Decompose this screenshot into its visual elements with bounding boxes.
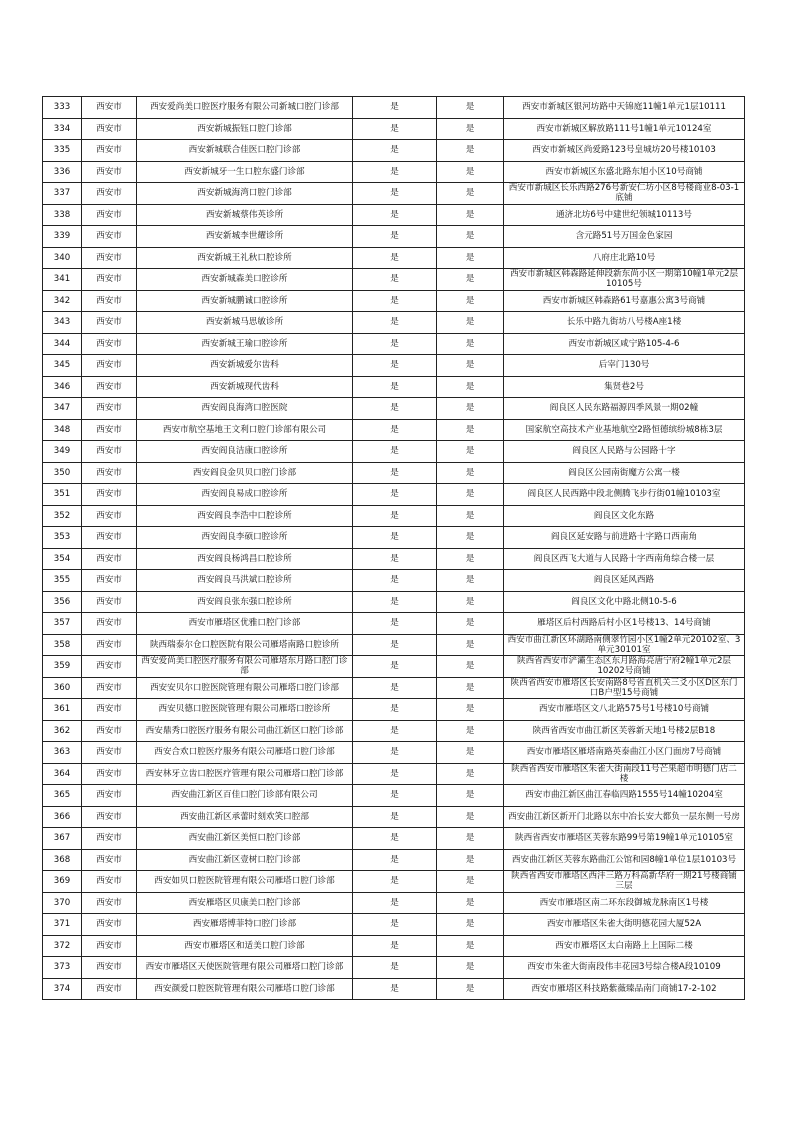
status-a-cell: 是 [353, 763, 437, 785]
city-cell: 西安市 [82, 484, 137, 506]
address-cell: 阎良区文化东路 [504, 505, 745, 527]
status-a-cell: 是 [353, 355, 437, 377]
row-number: 352 [43, 505, 82, 527]
address-cell: 西安市朱雀大街南段伟丰花园3号综合楼A段10109 [504, 957, 745, 979]
status-a-cell: 是 [353, 118, 437, 140]
status-b-cell: 是 [437, 505, 504, 527]
table-row [43, 441, 745, 463]
clinic-name-cell: 西安新城蔡伟英诊所 [137, 204, 353, 226]
clinic-name-cell: 西安新城王礼秋口腔诊所 [137, 247, 353, 269]
status-a-cell: 是 [353, 828, 437, 850]
status-a-cell: 是 [353, 677, 437, 699]
row-number: 368 [43, 849, 82, 871]
status-b-cell: 是 [437, 699, 504, 721]
row-number: 372 [43, 935, 82, 957]
status-a-cell: 是 [353, 376, 437, 398]
row-number: 333 [43, 97, 82, 119]
status-a-cell: 是 [353, 161, 437, 183]
clinic-name-cell: 西安阎良易成口腔诊所 [137, 484, 353, 506]
status-b-cell: 是 [437, 183, 504, 205]
row-number: 367 [43, 828, 82, 850]
row-number: 348 [43, 419, 82, 441]
city-cell: 西安市 [82, 419, 137, 441]
address-cell: 西安市雁塔区文八北路575号1号楼10号商铺 [504, 699, 745, 721]
address-cell: 西安市新城区咸宁路105-4-6 [504, 333, 745, 355]
address-cell: 陕西省西安市曲江新区芙蓉新天地1号楼2层B18 [504, 720, 745, 742]
row-number: 340 [43, 247, 82, 269]
city-cell: 西安市 [82, 161, 137, 183]
row-number: 341 [43, 269, 82, 291]
address-cell: 阎良区延风西路 [504, 570, 745, 592]
status-b-cell: 是 [437, 441, 504, 463]
address-cell: 西安市曲江新区环湖路南侧翠竹园小区1幢2单元20102室、3单元30101室 [504, 634, 745, 656]
clinic-name-cell: 西安阎良李硕口腔诊所 [137, 527, 353, 549]
status-b-cell: 是 [437, 312, 504, 334]
row-number: 358 [43, 634, 82, 656]
status-b-cell: 是 [437, 677, 504, 699]
clinic-name-cell: 西安阎良杨鸿昌口腔诊所 [137, 548, 353, 570]
address-cell: 国家航空高技术产业基地航空2路恒德缤纷城8栋3层 [504, 419, 745, 441]
city-cell: 西安市 [82, 118, 137, 140]
status-b-cell: 是 [437, 484, 504, 506]
table-row [43, 398, 745, 420]
table-row [43, 527, 745, 549]
city-cell: 西安市 [82, 548, 137, 570]
clinic-name-cell: 西安曲江新区百佳口腔门诊部有限公司 [137, 785, 353, 807]
table-row [43, 505, 745, 527]
clinic-name-cell: 西安新城森美口腔诊所 [137, 269, 353, 291]
city-cell: 西安市 [82, 785, 137, 807]
clinic-name-cell: 西安安贝尔口腔医院管理有限公司雁塔口腔门诊部 [137, 677, 353, 699]
address-cell: 阎良区人民西路中段北侧腾飞步行街01幢10103室 [504, 484, 745, 506]
table-row [43, 591, 745, 613]
table-row [43, 376, 745, 398]
table-row [43, 849, 745, 871]
status-a-cell: 是 [353, 312, 437, 334]
address-cell: 雁塔区后村西路后村小区1号楼13、14号商铺 [504, 613, 745, 635]
status-a-cell: 是 [353, 462, 437, 484]
address-cell: 阎良区公园南街魔方公寓一楼 [504, 462, 745, 484]
row-number: 342 [43, 290, 82, 312]
status-a-cell: 是 [353, 527, 437, 549]
status-a-cell: 是 [353, 806, 437, 828]
status-b-cell: 是 [437, 376, 504, 398]
clinic-name-cell: 西安曲江新区承蕾时刻欢笑口腔部 [137, 806, 353, 828]
table-row [43, 570, 745, 592]
table-row [43, 269, 745, 291]
city-cell: 西安市 [82, 849, 137, 871]
clinic-name-cell: 西安曲江新区美恒口腔门诊部 [137, 828, 353, 850]
status-b-cell: 是 [437, 935, 504, 957]
table-row [43, 548, 745, 570]
table-row [43, 677, 745, 699]
table-row [43, 118, 745, 140]
clinic-name-cell: 西安鼎秀口腔医疗服务有限公司曲江新区口腔门诊部 [137, 720, 353, 742]
city-cell: 西安市 [82, 376, 137, 398]
address-cell: 阎良区延安路与前进路十字路口西南角 [504, 527, 745, 549]
status-b-cell: 是 [437, 871, 504, 893]
clinic-name-cell: 西安爱尚美口腔医疗服务有限公司雁塔东月路口腔门诊部 [137, 656, 353, 678]
city-cell: 西安市 [82, 355, 137, 377]
table-row [43, 462, 745, 484]
clinic-name-cell: 西安新城海湾口腔门诊部 [137, 183, 353, 205]
row-number: 334 [43, 118, 82, 140]
address-cell: 阎良区西飞大道与人民路十字西南角综合楼一层 [504, 548, 745, 570]
table-row [43, 333, 745, 355]
row-number: 362 [43, 720, 82, 742]
city-cell: 西安市 [82, 978, 137, 1000]
status-b-cell: 是 [437, 419, 504, 441]
status-b-cell: 是 [437, 548, 504, 570]
status-b-cell: 是 [437, 355, 504, 377]
address-cell: 西安曲江新区新开门北路以东中冶长安大都负一层东侧一号房 [504, 806, 745, 828]
city-cell: 西安市 [82, 914, 137, 936]
city-cell: 西安市 [82, 140, 137, 162]
city-cell: 西安市 [82, 591, 137, 613]
clinic-name-cell: 西安曲江新区壹树口腔门诊部 [137, 849, 353, 871]
status-b-cell: 是 [437, 785, 504, 807]
address-cell: 陕西省西安市浐灞生态区东月路海亮唐宁府2幢1单元2层10202号商铺 [504, 656, 745, 678]
row-number: 373 [43, 957, 82, 979]
city-cell: 西安市 [82, 398, 137, 420]
status-b-cell: 是 [437, 978, 504, 1000]
city-cell: 西安市 [82, 226, 137, 248]
status-a-cell: 是 [353, 720, 437, 742]
city-cell: 西安市 [82, 613, 137, 635]
address-cell: 八府庄北路10号 [504, 247, 745, 269]
clinic-name-cell: 西安阎良海湾口腔医院 [137, 398, 353, 420]
city-cell: 西安市 [82, 763, 137, 785]
clinic-name-cell: 西安市航空基地王文利口腔门诊部有限公司 [137, 419, 353, 441]
row-number: 343 [43, 312, 82, 334]
address-cell: 西安市雁塔区太白南路上上国际二楼 [504, 935, 745, 957]
status-b-cell: 是 [437, 763, 504, 785]
status-b-cell: 是 [437, 247, 504, 269]
status-a-cell: 是 [353, 849, 437, 871]
table-row [43, 871, 745, 893]
city-cell: 西安市 [82, 742, 137, 764]
clinic-name-cell: 西安新城爱尔齿科 [137, 355, 353, 377]
status-a-cell: 是 [353, 699, 437, 721]
row-number: 349 [43, 441, 82, 463]
address-cell: 西安市雁塔区雁塔南路英泰曲江小区门面房7号商铺 [504, 742, 745, 764]
city-cell: 西安市 [82, 806, 137, 828]
row-number: 336 [43, 161, 82, 183]
status-a-cell: 是 [353, 978, 437, 1000]
status-a-cell: 是 [353, 226, 437, 248]
address-cell: 阎良区文化中路北侧10-5-6 [504, 591, 745, 613]
row-number: 374 [43, 978, 82, 1000]
clinic-name-cell: 西安雁塔区贝康美口腔门诊部 [137, 892, 353, 914]
status-b-cell: 是 [437, 806, 504, 828]
status-a-cell: 是 [353, 484, 437, 506]
clinic-name-cell: 西安新城现代齿科 [137, 376, 353, 398]
row-number: 359 [43, 656, 82, 678]
status-b-cell: 是 [437, 269, 504, 291]
status-a-cell: 是 [353, 785, 437, 807]
row-number: 350 [43, 462, 82, 484]
table-row [43, 484, 745, 506]
row-number: 354 [43, 548, 82, 570]
row-number: 371 [43, 914, 82, 936]
table-row [43, 656, 745, 678]
row-number: 365 [43, 785, 82, 807]
row-number: 345 [43, 355, 82, 377]
table-row [43, 763, 745, 785]
table-row [43, 419, 745, 441]
address-cell: 西安市新城区韩森路61号嘉惠公寓3号商铺 [504, 290, 745, 312]
city-cell: 西安市 [82, 677, 137, 699]
address-cell: 西安市雁塔区南二环东段御城龙脉南区1号楼 [504, 892, 745, 914]
status-a-cell: 是 [353, 269, 437, 291]
status-a-cell: 是 [353, 290, 437, 312]
table-row [43, 613, 745, 635]
address-cell: 西安市雁塔区朱雀大街明德花园大厦52A [504, 914, 745, 936]
clinic-name-cell: 陕西瑞泰尔仓口腔医院有限公司雁塔南路口腔诊所 [137, 634, 353, 656]
status-b-cell: 是 [437, 849, 504, 871]
status-b-cell: 是 [437, 914, 504, 936]
clinic-name-cell: 西安新城鹏诚口腔诊所 [137, 290, 353, 312]
status-a-cell: 是 [353, 505, 437, 527]
row-number: 360 [43, 677, 82, 699]
row-number: 370 [43, 892, 82, 914]
table-row [43, 828, 745, 850]
city-cell: 西安市 [82, 699, 137, 721]
status-a-cell: 是 [353, 548, 437, 570]
clinic-table-body [43, 97, 745, 1000]
table-row [43, 914, 745, 936]
status-b-cell: 是 [437, 161, 504, 183]
status-a-cell: 是 [353, 892, 437, 914]
address-cell: 陕西省西安市雁塔区长安南路8号省直机关三爻小区D区东门口B户型15号商铺 [504, 677, 745, 699]
city-cell: 西安市 [82, 290, 137, 312]
status-a-cell: 是 [353, 591, 437, 613]
row-number: 338 [43, 204, 82, 226]
row-number: 339 [43, 226, 82, 248]
clinic-name-cell: 西安新城振钰口腔门诊部 [137, 118, 353, 140]
row-number: 355 [43, 570, 82, 592]
clinic-name-cell: 西安市雁塔区和适美口腔门诊部 [137, 935, 353, 957]
row-number: 363 [43, 742, 82, 764]
city-cell: 西安市 [82, 97, 137, 119]
address-cell: 西安市曲江新区曲江春临四路1555号14幢10204室 [504, 785, 745, 807]
status-a-cell: 是 [353, 398, 437, 420]
city-cell: 西安市 [82, 570, 137, 592]
table-row [43, 742, 745, 764]
clinic-name-cell: 西安新城王瑜口腔诊所 [137, 333, 353, 355]
status-b-cell: 是 [437, 118, 504, 140]
status-a-cell: 是 [353, 140, 437, 162]
status-b-cell: 是 [437, 634, 504, 656]
city-cell: 西安市 [82, 204, 137, 226]
table-row [43, 720, 745, 742]
clinic-name-cell: 西安阎良洁康口腔诊所 [137, 441, 353, 463]
status-b-cell: 是 [437, 398, 504, 420]
address-cell: 通济北坊6号中建世纪领城10113号 [504, 204, 745, 226]
row-number: 353 [43, 527, 82, 549]
status-a-cell: 是 [353, 871, 437, 893]
clinic-name-cell: 西安爱尚美口腔医疗服务有限公司新城口腔门诊部 [137, 97, 353, 119]
table-row [43, 204, 745, 226]
clinic-table [42, 96, 745, 1000]
status-b-cell: 是 [437, 720, 504, 742]
status-a-cell: 是 [353, 742, 437, 764]
row-number: 361 [43, 699, 82, 721]
table-row [43, 312, 745, 334]
status-a-cell: 是 [353, 634, 437, 656]
table-row [43, 97, 745, 119]
row-number: 369 [43, 871, 82, 893]
city-cell: 西安市 [82, 505, 137, 527]
clinic-name-cell: 西安贝德口腔医院管理有限公司雁塔口腔诊所 [137, 699, 353, 721]
address-cell: 西安市新城区尚爱路123号皇城坊20号楼10103 [504, 140, 745, 162]
table-row [43, 140, 745, 162]
row-number: 357 [43, 613, 82, 635]
address-cell: 西安市新城区东盛北路东旭小区10号商铺 [504, 161, 745, 183]
row-number: 346 [43, 376, 82, 398]
status-b-cell: 是 [437, 290, 504, 312]
status-b-cell: 是 [437, 140, 504, 162]
address-cell: 陕西省西安市雁塔区芙蓉东路99号第19幢1单元10105室 [504, 828, 745, 850]
city-cell: 西安市 [82, 957, 137, 979]
status-b-cell: 是 [437, 613, 504, 635]
row-number: 356 [43, 591, 82, 613]
city-cell: 西安市 [82, 935, 137, 957]
city-cell: 西安市 [82, 720, 137, 742]
row-number: 344 [43, 333, 82, 355]
city-cell: 西安市 [82, 269, 137, 291]
city-cell: 西安市 [82, 828, 137, 850]
address-cell: 西安市新城区长乐西路276号新安仁坊小区8号楼商业8-03-1底铺 [504, 183, 745, 205]
row-number: 366 [43, 806, 82, 828]
table-row [43, 290, 745, 312]
address-cell: 陕西省西安市雁塔区西沣三路万科高新华府一期21号楼商铺三层 [504, 871, 745, 893]
address-cell: 集贤巷2号 [504, 376, 745, 398]
city-cell: 西安市 [82, 634, 137, 656]
city-cell: 西安市 [82, 656, 137, 678]
row-number: 364 [43, 763, 82, 785]
status-b-cell: 是 [437, 462, 504, 484]
address-cell: 西安市新城区解放路111号1幢1单元10124室 [504, 118, 745, 140]
address-cell: 陕西省西安市雁塔区朱雀大街南段11号芒果超市明德门店二楼 [504, 763, 745, 785]
document-page [42, 96, 744, 1000]
status-b-cell: 是 [437, 957, 504, 979]
city-cell: 西安市 [82, 183, 137, 205]
city-cell: 西安市 [82, 871, 137, 893]
address-cell: 西安市新城区韩森路延伸段新东尚小区一期第10幢1单元2层10105号 [504, 269, 745, 291]
clinic-name-cell: 西安新城联合佳医口腔门诊部 [137, 140, 353, 162]
table-row [43, 161, 745, 183]
status-a-cell: 是 [353, 333, 437, 355]
address-cell: 西安市雁塔区科技路紫薇臻品南门商铺17-2-102 [504, 978, 745, 1000]
address-cell: 含元路51号万国金色家园 [504, 226, 745, 248]
status-a-cell: 是 [353, 441, 437, 463]
status-a-cell: 是 [353, 957, 437, 979]
status-a-cell: 是 [353, 97, 437, 119]
status-b-cell: 是 [437, 527, 504, 549]
clinic-name-cell: 西安阎良马洪斌口腔诊所 [137, 570, 353, 592]
table-row [43, 226, 745, 248]
row-number: 335 [43, 140, 82, 162]
status-b-cell: 是 [437, 892, 504, 914]
row-number: 351 [43, 484, 82, 506]
clinic-name-cell: 西安新城马思敏诊所 [137, 312, 353, 334]
city-cell: 西安市 [82, 462, 137, 484]
table-row [43, 247, 745, 269]
address-cell: 阎良区人民东路福源四季风景一期02幢 [504, 398, 745, 420]
status-b-cell: 是 [437, 333, 504, 355]
clinic-name-cell: 西安颜爱口腔医院管理有限公司雁塔口腔门诊部 [137, 978, 353, 1000]
table-row [43, 183, 745, 205]
clinic-name-cell: 西安雁塔博菲特口腔门诊部 [137, 914, 353, 936]
table-row [43, 806, 745, 828]
clinic-name-cell: 西安林牙立齿口腔医疗管理有限公司雁塔口腔门诊部 [137, 763, 353, 785]
address-cell: 西安市新城区银河坊路中天锦庭11幢1单元1层10111 [504, 97, 745, 119]
clinic-name-cell: 西安如贝口腔医院管理有限公司雁塔口腔门诊部 [137, 871, 353, 893]
status-a-cell: 是 [353, 183, 437, 205]
row-number: 337 [43, 183, 82, 205]
status-a-cell: 是 [353, 613, 437, 635]
status-a-cell: 是 [353, 204, 437, 226]
clinic-name-cell: 西安市雁塔区天使医院管理有限公司雁塔口腔门诊部 [137, 957, 353, 979]
city-cell: 西安市 [82, 247, 137, 269]
city-cell: 西安市 [82, 527, 137, 549]
city-cell: 西安市 [82, 441, 137, 463]
table-row [43, 978, 745, 1000]
table-row [43, 699, 745, 721]
status-a-cell: 是 [353, 419, 437, 441]
address-cell: 长乐中路九街坊八号楼A座1楼 [504, 312, 745, 334]
status-b-cell: 是 [437, 742, 504, 764]
clinic-name-cell: 西安新城牙一生口腔东盛门诊部 [137, 161, 353, 183]
table-row [43, 355, 745, 377]
clinic-name-cell: 西安阎良李浩中口腔诊所 [137, 505, 353, 527]
status-a-cell: 是 [353, 247, 437, 269]
address-cell: 阎良区人民路与公园路十字 [504, 441, 745, 463]
city-cell: 西安市 [82, 892, 137, 914]
row-number: 347 [43, 398, 82, 420]
status-a-cell: 是 [353, 935, 437, 957]
status-b-cell: 是 [437, 828, 504, 850]
clinic-name-cell: 西安阎良张东强口腔诊所 [137, 591, 353, 613]
status-a-cell: 是 [353, 570, 437, 592]
address-cell: 后宰门130号 [504, 355, 745, 377]
table-row [43, 892, 745, 914]
status-b-cell: 是 [437, 226, 504, 248]
status-b-cell: 是 [437, 656, 504, 678]
clinic-name-cell: 西安市雁塔区优雅口腔门诊部 [137, 613, 353, 635]
city-cell: 西安市 [82, 333, 137, 355]
status-a-cell: 是 [353, 914, 437, 936]
status-b-cell: 是 [437, 97, 504, 119]
city-cell: 西安市 [82, 312, 137, 334]
table-row [43, 785, 745, 807]
clinic-name-cell: 西安合欢口腔医疗服务有限公司雁塔口腔门诊部 [137, 742, 353, 764]
clinic-name-cell: 西安阎良金贝贝口腔门诊部 [137, 462, 353, 484]
status-b-cell: 是 [437, 570, 504, 592]
status-b-cell: 是 [437, 204, 504, 226]
table-row [43, 935, 745, 957]
table-row [43, 957, 745, 979]
address-cell: 西安曲江新区芙蓉东路曲江公馆和园8幢1单位1层10103号 [504, 849, 745, 871]
status-a-cell: 是 [353, 656, 437, 678]
clinic-name-cell: 西安新城李世耀诊所 [137, 226, 353, 248]
status-b-cell: 是 [437, 591, 504, 613]
table-row [43, 634, 745, 656]
